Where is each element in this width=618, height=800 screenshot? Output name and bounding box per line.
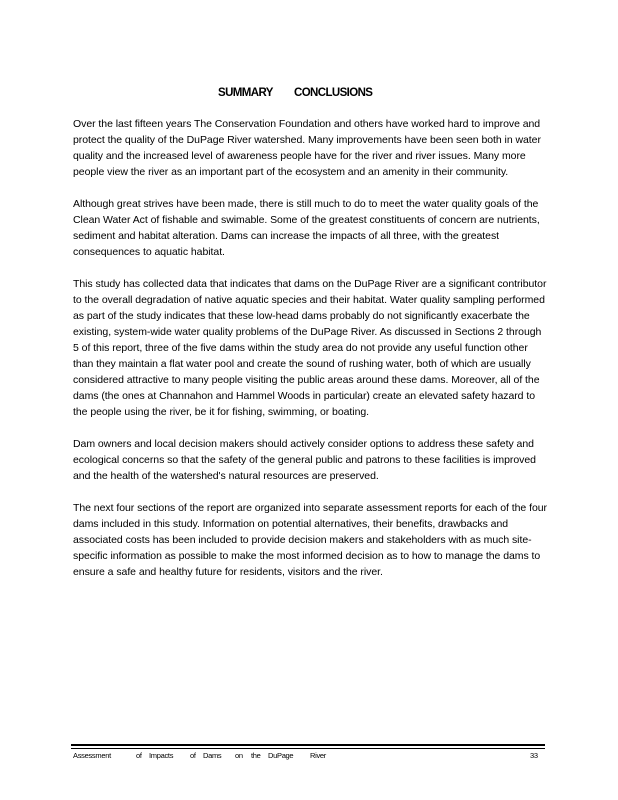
heading-conclusions: CONCLUSIONS — [294, 87, 373, 99]
footer-word-assessment: Assessment — [73, 751, 111, 760]
footer-word-the: the — [251, 751, 261, 760]
body-text — [73, 116, 549, 596]
page-number: 33 — [530, 751, 538, 760]
paragraph-2: Although great strives have been made, there is still much to do to meet the water quality goals of the Clean Water Act of fishable and swimable. Some of the greatest constituents of concern are nutrients, sediment and habitat alteration. Dams can increase the impacts of all three, with the greatest consequences to aquatic habitat. — [73, 198, 540, 258]
paragraph-3: This study has collected data that indicates that dams on the DuPage River are a significant contributor to the overall degradation of native aquatic species and their habitat. Water quality sampling performed as part of the study indicates that these low-head dams probably do not significantly exacerbate the existing, system-wide water quality problems of the DuPage River. As discussed in Sections 2 through 5 of this report, three of the five dams within the study area do not provide any useful function other than they maintain a flat water pool and create the sound of rushing water, both of which are usually considered attractive to many people visiting the public areas around these dams. Moreover, all of the dams (the ones at Channahon and Hammel Woods in particular) create an elevated safety hazard to the people using the river, be it for fishing, swimming, or boating. — [73, 278, 547, 418]
footer-word-of-2: of — [190, 751, 196, 760]
footer-word-on: on — [235, 751, 243, 760]
footer-word-impacts: Impacts — [149, 751, 174, 760]
paragraph-4: Dam owners and local decision makers should actively consider options to address these safety and ecological concerns so that the safety of the general public and patrons to these facilities is improved and the health of the watershed's natural resources are preserved. — [73, 438, 536, 482]
footer-word-river: River — [310, 751, 327, 760]
page-footer — [0, 751, 618, 763]
heading-summary: SUMMARY — [218, 87, 273, 99]
footer-word-dams: Dams — [203, 751, 222, 760]
page-heading — [0, 87, 618, 101]
paragraph-5: The next four sections of the report are organized into separate assessment reports for each of the four dams included in this study. Information on potential alternatives, their benefits, drawbacks and associated costs has been included to provide decision makers and stakeholders with as much site-specific information as possible to make the most informed decision as to how to manage the dams to ensure a safe and healthy future for residents, visitors and the river. — [73, 502, 547, 578]
footer-rule-thin — [71, 748, 545, 749]
footer-word-of: of — [136, 751, 142, 760]
paragraph-1: Over the last fifteen years The Conservation Foundation and others have worked hard to improve and protect the quality of the DuPage River watershed. Many improvements have been seen both in water quality and the increased level of awareness people have for the river and river issues. Many more people view the river as an important part of the ecosystem and an amenity in their community. — [73, 118, 541, 178]
footer-word-dupage: DuPage — [268, 751, 294, 760]
footer-rule-thick — [71, 744, 545, 746]
